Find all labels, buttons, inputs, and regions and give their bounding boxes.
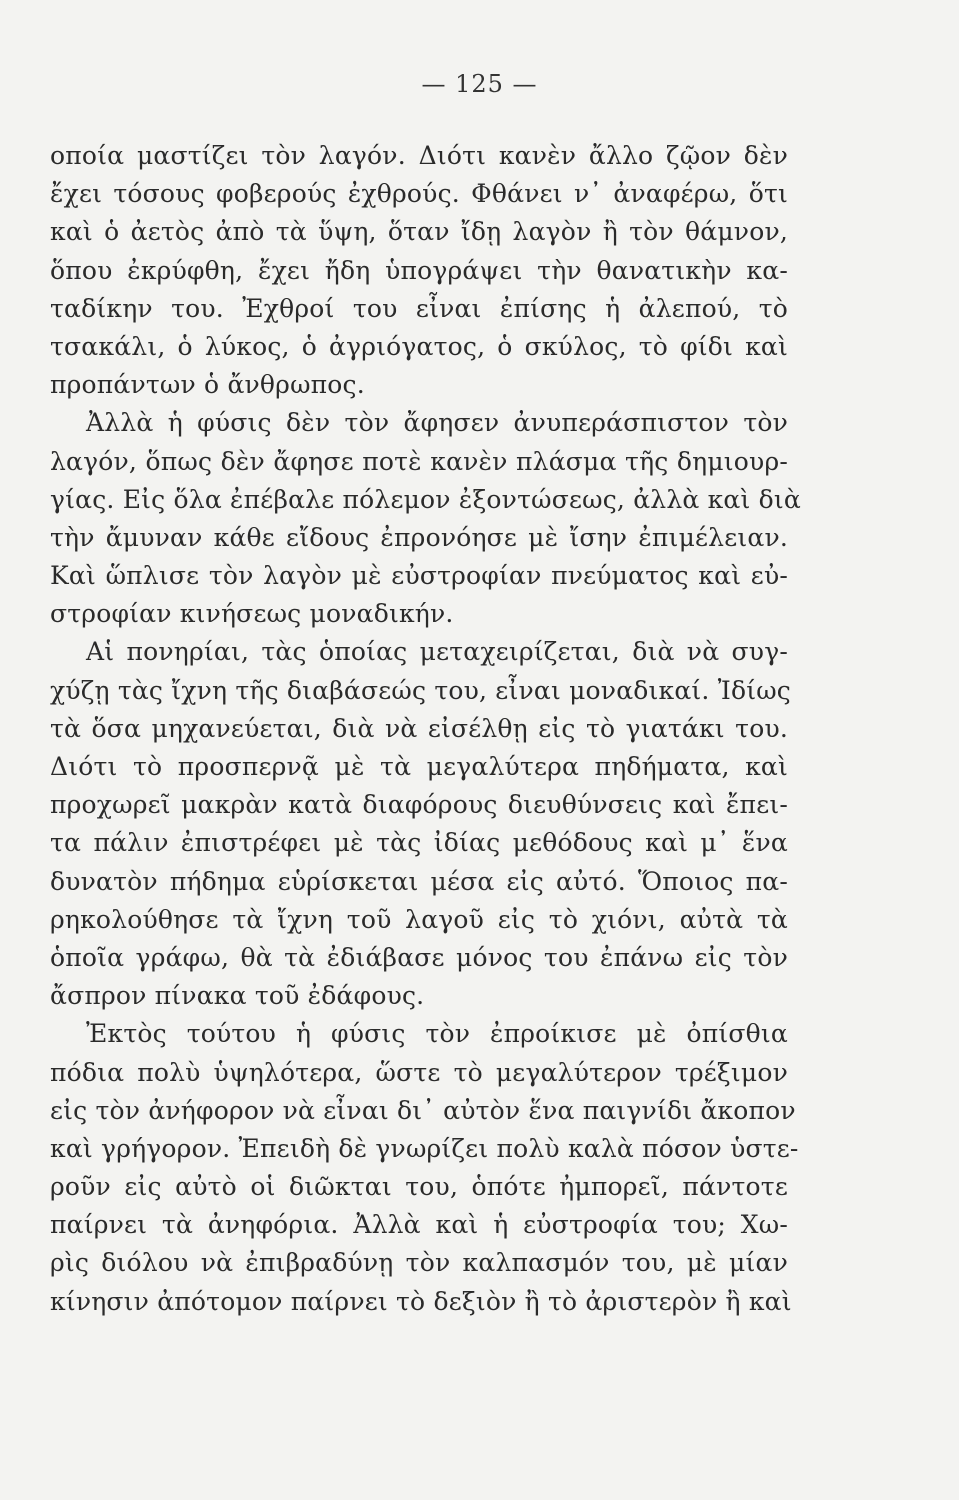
text-line: προχωρεῖ μακρὰν κατὰ διαφόρους διευθύνσεις καὶ ἔπει-	[50, 790, 788, 820]
text-line: ρηκολούθησε τὰ ἴχνη τοῦ λαγοῦ εἰς τὸ χιόνι, αὐτὰ τὰ	[50, 904, 788, 934]
text-line: στροφίαν κινήσεως μοναδικήν.	[50, 599, 454, 629]
text-line: παίρνει τὰ ἀνηφόρια. Ἀλλὰ καὶ ἡ εὐστροφία του; Χω-	[50, 1210, 788, 1240]
text-line: Ἀλλὰ ἡ φύσις δὲν τὸν ἄφησεν ἀνυπεράσπιστον τὸν	[86, 408, 788, 438]
text-line: εἰς τὸν ἀνήφορον νὰ εἶναι δι᾽ αὐτὸν ἕνα παιγνίδι ἄκοπον	[50, 1095, 796, 1125]
page-number: — 125 —	[421, 70, 538, 98]
text-line: προπάντων ὁ ἄνθρωπος.	[50, 370, 365, 400]
text-line: πόδια πολὺ ὑψηλότερα, ὥστε τὸ μεγαλύτερον τρέξιμον	[50, 1057, 788, 1087]
body-text	[50, 137, 801, 1321]
text-line: τσακάλι, ὁ λύκος, ὁ ἀγριόγατος, ὁ σκύλος, τὸ φίδι καὶ	[50, 331, 788, 361]
text-line: ροῦν εἰς αὐτὸ οἱ διῶκται του, ὁπότε ἠμπορεῖ, πάντοτε	[50, 1172, 788, 1202]
text-line: καὶ ὁ ἀετὸς ἀπὸ τὰ ὕψη, ὅταν ἴδῃ λαγὸν ἢ τὸν θάμνον,	[50, 217, 788, 247]
text-line: κίνησιν ἀπότομον παίρνει τὸ δεξιὸν ἢ τὸ ἀριστερὸν ἢ καὶ	[50, 1286, 792, 1316]
text-line: ὁποῖα γράφω, θὰ τὰ ἐδιάβασε μόνος του ἐπάνω εἰς τὸν	[50, 942, 788, 972]
text-line: ἄσπρον πίνακα τοῦ ἐδάφους.	[50, 981, 425, 1011]
text-line: ἔχει τόσους φοβερούς ἐχθρούς. Φθάνει ν᾽ ἀναφέρω, ὅτι	[50, 179, 788, 209]
text-line: τὴν ἄμυναν κάθε εἴδους ἐπρονόησε μὲ ἴσην ἐπιμέλειαν.	[50, 522, 788, 552]
text-line: Ἐκτὸς τούτου ἡ φύσις τὸν ἐπροίκισε μὲ ὀπίσθια	[86, 1019, 788, 1049]
text-line: Αἱ πονηρίαι, τὰς ὁποίας μεταχειρίζεται, διὰ νὰ συγ-	[86, 637, 788, 667]
text-line: Καὶ ὥπλισε τὸν λαγὸν μὲ εὐστροφίαν πνεύματος καὶ εὐ-	[50, 561, 788, 591]
text-line: Διότι τὸ προσπερνᾷ μὲ τὰ μεγαλύτερα πηδήματα, καὶ	[50, 752, 788, 781]
text-line: γίας. Εἰς ὅλα ἐπέβαλε πόλεμον ἐξοντώσεως, ἀλλὰ καὶ διὰ	[50, 484, 801, 514]
text-line: ταδίκην του. Ἐχθροί του εἶναι ἐπίσης ἡ ἀλεπού, τὸ	[50, 293, 788, 323]
text-line: καὶ γρήγορον. Ἐπειδὴ δὲ γνωρίζει πολὺ καλὰ πόσον ὑστε-	[50, 1133, 799, 1163]
text-line: ὅπου ἐκρύφθη, ἔχει ἤδη ὑπογράψει τὴν θανατικὴν κα-	[50, 255, 788, 285]
text-line: δυνατὸν πήδημα εὑρίσκεται μέσα εἰς αὐτό. Ὅποιος πα-	[50, 866, 788, 896]
text-line: τα πάλιν ἐπιστρέφει μὲ τὰς ἰδίας μεθόδους καὶ μ᾽ ἕνα	[50, 828, 788, 858]
text-line: οποία μαστίζει τὸν λαγόν. Διότι κανὲν ἄλλο ζῷον δὲν	[50, 141, 788, 170]
text-line: λαγόν, ὅπως δὲν ἄφησε ποτὲ κανὲν πλάσμα τῆς δημιουρ-	[50, 446, 788, 476]
text-line: τὰ ὅσα μηχανεύεται, διὰ νὰ εἰσέλθῃ εἰς τὸ γιατάκι του.	[50, 713, 788, 743]
text-line: χύζῃ τὰς ἴχνη τῆς διαβάσεώς του, εἶναι μοναδικαί. Ἰδίως	[50, 675, 791, 705]
text-line: ρὶς διόλου νὰ ἐπιβραδύνῃ τὸν καλπασμόν του, μὲ μίαν	[50, 1248, 788, 1278]
